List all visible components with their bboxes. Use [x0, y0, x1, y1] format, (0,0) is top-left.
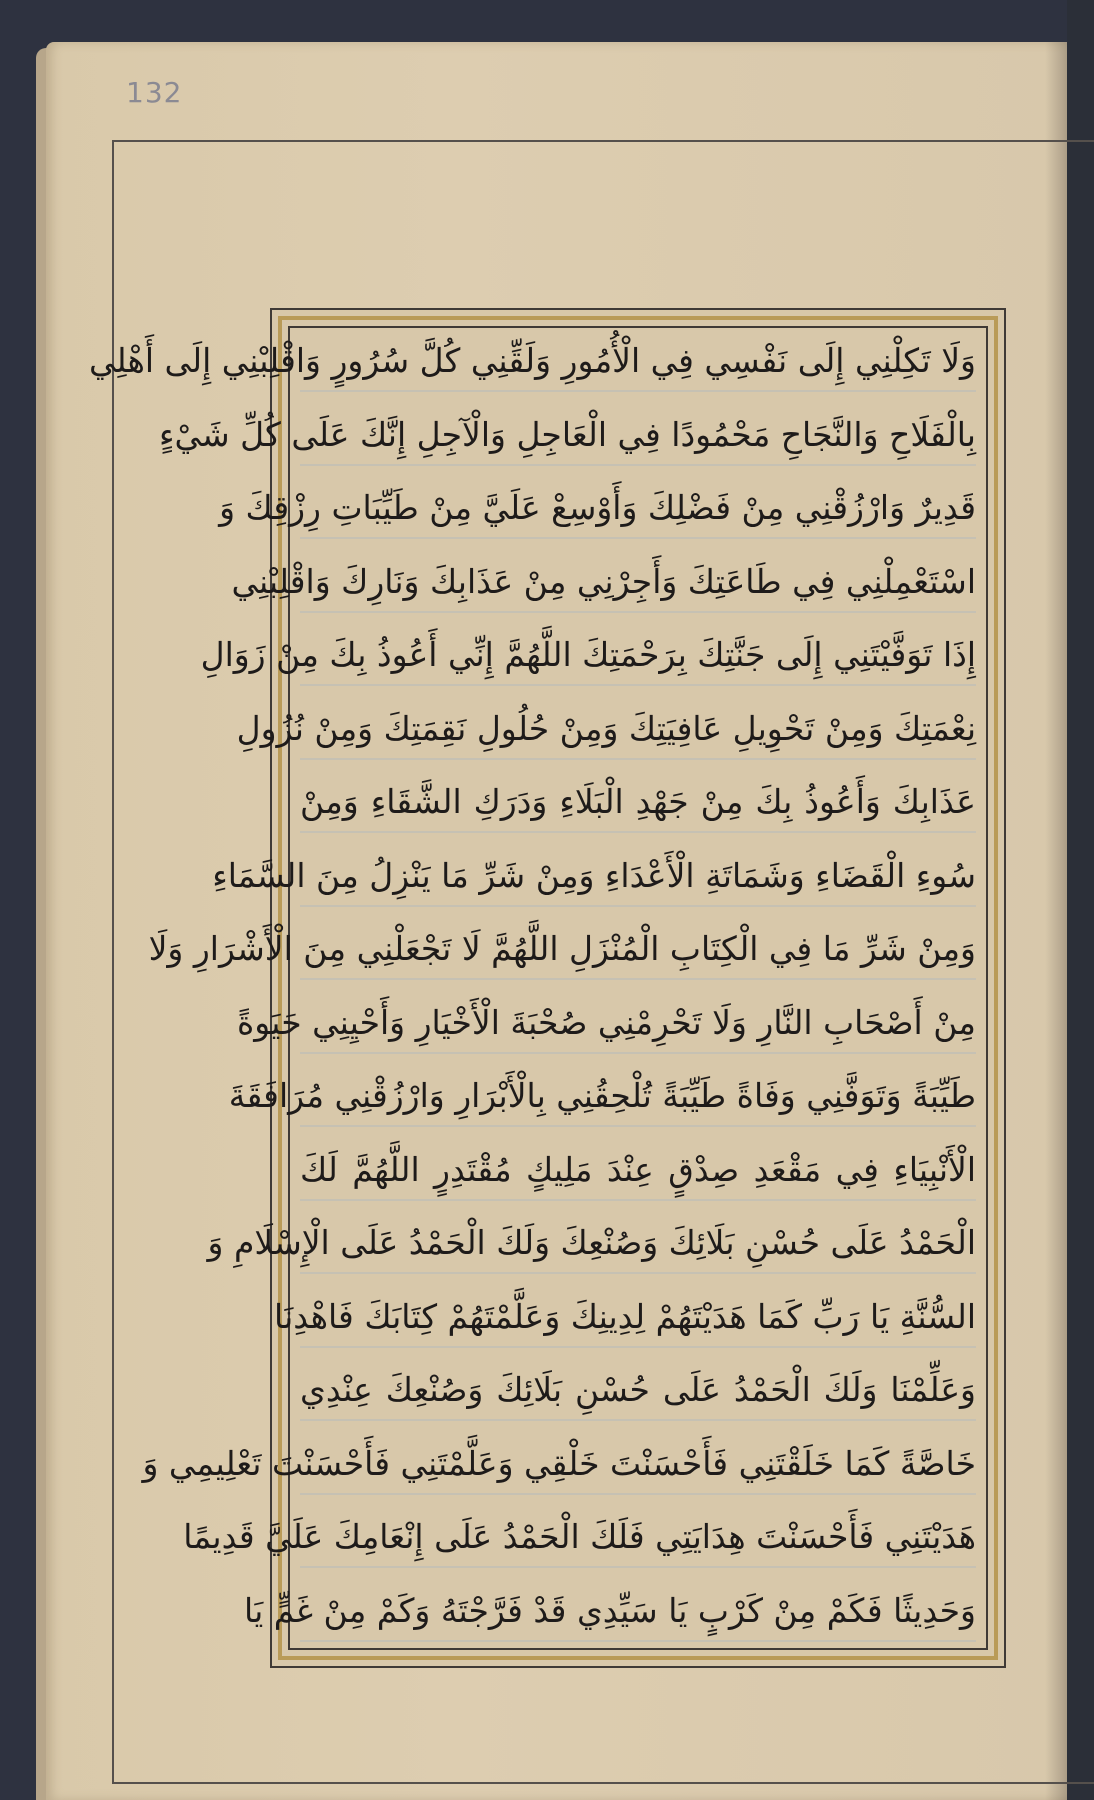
text-line: السُّنَّةِ يَا رَبِّ كَمَا هَدَيْتَهُمْ لِدِينِكَ وَعَلَّمْتَهُمْ كِتَابَكَ فَاهْدِنَا	[300, 1290, 976, 1348]
text-line: وَحَدِيثًا فَكَمْ مِنْ كَرْبٍ يَا سَيِّدِي قَدْ فَرَّجْتَهُ وَكَمْ مِنْ غَمٍّ يَا	[300, 1584, 976, 1642]
text-line: إِذَا تَوَفَّيْتَنِي إِلَى جَنَّتِكَ بِرَحْمَتِكَ اللَّهُمَّ إِنِّي أَعُوذُ بِكَ مِنْ زَوَالِ	[300, 628, 976, 686]
text-line: الْحَمْدُ عَلَى حُسْنِ بَلَائِكَ وَصُنْعِكَ وَلَكَ الْحَمْدُ عَلَى الْإِسْلَامِ وَ	[300, 1216, 976, 1274]
text-line: خَاصَّةً كَمَا خَلَقْتَنِي فَأَحْسَنْتَ خَلْقِي وَعَلَّمْتَنِي فَأَحْسَنْتَ تَعْلِيمِي وَ	[300, 1437, 976, 1495]
text-line: مِنْ أَصْحَابِ النَّارِ وَلَا تَحْرِمْنِي صُحْبَةَ الْأَخْيَارِ وَأَحْيِنِي حَيَوةً	[300, 996, 976, 1054]
text-line: قَدِيرٌ وَارْزُقْنِي مِنْ فَضْلِكَ وَأَوْسِعْ عَلَيَّ مِنْ طَيِّبَاتِ رِزْقِكَ وَ	[300, 481, 976, 539]
text-line: الْأَنْبِيَاءِ فِي مَقْعَدِ صِدْقٍ عِنْدَ مَلِيكٍ مُقْتَدِرٍ اللَّهُمَّ لَكَ	[300, 1143, 976, 1201]
text-line: عَذَابِكَ وَأَعُوذُ بِكَ مِنْ جَهْدِ الْبَلَاءِ وَدَرَكِ الشَّقَاءِ وَمِنْ	[300, 775, 976, 833]
text-line: بِالْفَلَاحِ وَالنَّجَاحِ مَحْمُودًا فِي الْعَاجِلِ وَالْآجِلِ إِنَّكَ عَلَى كُلِّ شَيْءٍ	[300, 408, 976, 466]
text-line: سُوءِ الْقَضَاءِ وَشَمَاتَةِ الْأَعْدَاءِ وَمِنْ شَرِّ مَا يَنْزِلُ مِنَ السَّمَاءِ	[300, 849, 976, 907]
text-line: وَعَلِّمْنَا وَلَكَ الْحَمْدُ عَلَى حُسْنِ بَلَائِكَ وَصُنْعِكَ عِنْدِي	[300, 1363, 976, 1421]
text-line: وَمِنْ شَرِّ مَا فِي الْكِتَابِ الْمُنْزَلِ اللَّهُمَّ لَا تَجْعَلْنِي مِنَ الْأَشْرَارِ وَلَا	[300, 922, 976, 980]
folio-number: 132	[126, 76, 183, 109]
text-frame	[89, 308, 1006, 1668]
arabic-text-block	[89, 334, 976, 1642]
text-line: هَدَيْتَنِي فَأَحْسَنْتَ هِدَايَتِي فَلَكَ الْحَمْدُ عَلَى إِنْعَامِكَ عَلَيَّ قَدِيمًا	[300, 1510, 976, 1568]
manuscript-page	[46, 42, 1067, 1800]
text-line: وَلَا تَكِلْنِي إِلَى نَفْسِي فِي الْأُمُورِ وَلَقِّنِي كُلَّ سُرُورٍ وَاقْلِبْنِي إِلَى أَهْلِي	[300, 334, 976, 392]
text-line: طَيِّبَةً وَتَوَفَّنِي وَفَاةً طَيِّبَةً تُلْحِقُنِي بِالْأَبْرَارِ وَارْزُقْنِي مُرَافَقَةَ	[300, 1069, 976, 1127]
text-line: نِعْمَتِكَ وَمِنْ تَحْوِيلِ عَافِيَتِكَ وَمِنْ حُلُولِ نَقِمَتِكَ وَمِنْ نُزُولِ	[300, 702, 976, 760]
text-line: اسْتَعْمِلْنِي فِي طَاعَتِكَ وَأَجِرْنِي مِنْ عَذَابِكَ وَنَارِكَ وَاقْلِبْنِي	[300, 555, 976, 613]
